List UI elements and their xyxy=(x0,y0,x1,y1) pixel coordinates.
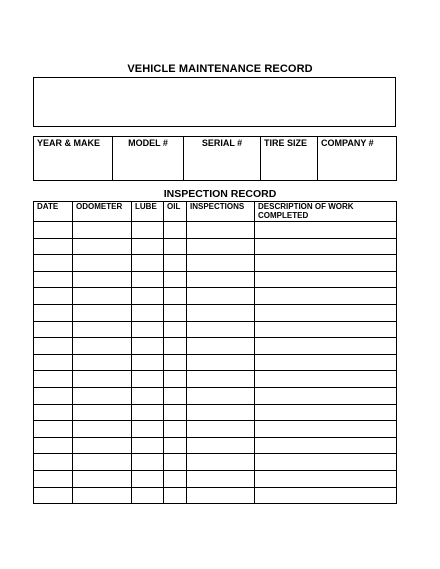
log-cell-lube[interactable] xyxy=(132,387,164,404)
log-cell-inspections[interactable] xyxy=(187,271,255,288)
log-cell-description[interactable] xyxy=(255,371,397,388)
log-row xyxy=(34,304,397,321)
log-row xyxy=(34,321,397,338)
log-cell-date[interactable] xyxy=(34,470,73,487)
log-cell-odometer[interactable] xyxy=(73,354,132,371)
log-cell-date[interactable] xyxy=(34,454,73,471)
log-row xyxy=(34,470,397,487)
log-cell-odometer[interactable] xyxy=(73,487,132,504)
log-cell-description[interactable] xyxy=(255,470,397,487)
notes-box[interactable] xyxy=(33,77,396,127)
log-cell-date[interactable] xyxy=(34,437,73,454)
log-cell-description[interactable] xyxy=(255,454,397,471)
log-cell-odometer[interactable] xyxy=(73,288,132,305)
log-row xyxy=(34,238,397,255)
log-cell-date[interactable] xyxy=(34,321,73,338)
info-header-serial[interactable]: SERIAL # xyxy=(184,137,261,181)
log-cell-inspections[interactable] xyxy=(187,304,255,321)
log-cell-lube[interactable] xyxy=(132,255,164,272)
log-cell-oil[interactable] xyxy=(164,354,187,371)
log-header-odometer: ODOMETER xyxy=(73,202,132,222)
log-cell-inspections[interactable] xyxy=(187,387,255,404)
log-cell-date[interactable] xyxy=(34,338,73,355)
log-cell-inspections[interactable] xyxy=(187,404,255,421)
log-cell-oil[interactable] xyxy=(164,321,187,338)
log-cell-inspections[interactable] xyxy=(187,421,255,438)
form-title: VEHICLE MAINTENANCE RECORD xyxy=(127,63,313,75)
log-cell-odometer[interactable] xyxy=(73,437,132,454)
log-cell-date[interactable] xyxy=(34,304,73,321)
log-cell-odometer[interactable] xyxy=(73,271,132,288)
log-cell-description[interactable] xyxy=(255,321,397,338)
log-cell-oil[interactable] xyxy=(164,338,187,355)
log-cell-odometer[interactable] xyxy=(73,304,132,321)
log-cell-inspections[interactable] xyxy=(187,437,255,454)
log-cell-odometer[interactable] xyxy=(73,338,132,355)
log-cell-inspections[interactable] xyxy=(187,454,255,471)
info-header-company[interactable]: COMPANY # xyxy=(318,137,397,181)
log-cell-lube[interactable] xyxy=(132,354,164,371)
log-cell-lube[interactable] xyxy=(132,338,164,355)
log-cell-oil[interactable] xyxy=(164,255,187,272)
log-cell-odometer[interactable] xyxy=(73,222,132,239)
log-cell-inspections[interactable] xyxy=(187,238,255,255)
log-row xyxy=(34,437,397,454)
log-cell-oil[interactable] xyxy=(164,371,187,388)
log-cell-description[interactable] xyxy=(255,354,397,371)
log-cell-oil[interactable] xyxy=(164,470,187,487)
inspection-log-table xyxy=(33,201,397,504)
log-cell-oil[interactable] xyxy=(164,271,187,288)
log-cell-odometer[interactable] xyxy=(73,371,132,388)
log-cell-inspections[interactable] xyxy=(187,288,255,305)
log-cell-description[interactable] xyxy=(255,222,397,239)
log-cell-date[interactable] xyxy=(34,421,73,438)
log-cell-odometer[interactable] xyxy=(73,454,132,471)
log-cell-odometer[interactable] xyxy=(73,387,132,404)
log-cell-description[interactable] xyxy=(255,271,397,288)
log-row xyxy=(34,404,397,421)
log-cell-lube[interactable] xyxy=(132,437,164,454)
log-cell-description[interactable] xyxy=(255,387,397,404)
log-cell-lube[interactable] xyxy=(132,288,164,305)
log-row xyxy=(34,487,397,504)
log-row xyxy=(34,255,397,272)
log-cell-description[interactable] xyxy=(255,238,397,255)
log-header-date: DATE xyxy=(34,202,73,222)
log-cell-oil[interactable] xyxy=(164,454,187,471)
log-cell-inspections[interactable] xyxy=(187,321,255,338)
log-cell-oil[interactable] xyxy=(164,304,187,321)
log-cell-date[interactable] xyxy=(34,255,73,272)
log-cell-oil[interactable] xyxy=(164,222,187,239)
info-header-year-make[interactable]: YEAR & MAKE xyxy=(34,137,113,181)
log-row xyxy=(34,338,397,355)
log-cell-inspections[interactable] xyxy=(187,470,255,487)
log-cell-date[interactable] xyxy=(34,371,73,388)
log-cell-oil[interactable] xyxy=(164,238,187,255)
log-cell-date[interactable] xyxy=(34,404,73,421)
log-row xyxy=(34,387,397,404)
log-cell-description[interactable] xyxy=(255,404,397,421)
log-cell-oil[interactable] xyxy=(164,288,187,305)
log-cell-inspections[interactable] xyxy=(187,487,255,504)
log-cell-lube[interactable] xyxy=(132,238,164,255)
log-header-inspections: INSPECTIONS xyxy=(187,202,255,222)
log-body xyxy=(34,222,397,504)
log-cell-lube[interactable] xyxy=(132,404,164,421)
log-cell-odometer[interactable] xyxy=(73,255,132,272)
log-cell-lube[interactable] xyxy=(132,222,164,239)
log-row xyxy=(34,371,397,388)
log-cell-oil[interactable] xyxy=(164,437,187,454)
inspection-title: INSPECTION RECORD xyxy=(163,188,277,200)
log-cell-lube[interactable] xyxy=(132,487,164,504)
log-cell-date[interactable] xyxy=(34,354,73,371)
log-cell-description[interactable] xyxy=(255,421,397,438)
log-cell-date[interactable] xyxy=(34,222,73,239)
log-cell-lube[interactable] xyxy=(132,470,164,487)
vehicle-info-table xyxy=(33,136,397,181)
log-cell-description[interactable] xyxy=(255,288,397,305)
log-cell-lube[interactable] xyxy=(132,371,164,388)
log-header-description: DESCRIPTION OF WORK COMPLETED xyxy=(255,202,397,222)
log-cell-lube[interactable] xyxy=(132,271,164,288)
log-cell-odometer[interactable] xyxy=(73,421,132,438)
log-cell-lube[interactable] xyxy=(132,304,164,321)
log-cell-inspections[interactable] xyxy=(187,354,255,371)
log-row xyxy=(34,288,397,305)
log-cell-date[interactable] xyxy=(34,387,73,404)
log-cell-inspections[interactable] xyxy=(187,338,255,355)
log-cell-odometer[interactable] xyxy=(73,470,132,487)
log-cell-oil[interactable] xyxy=(164,387,187,404)
log-cell-description[interactable] xyxy=(255,255,397,272)
log-cell-description[interactable] xyxy=(255,487,397,504)
log-row xyxy=(34,454,397,471)
log-header-lube: LUBE xyxy=(132,202,164,222)
log-cell-oil[interactable] xyxy=(164,404,187,421)
log-cell-date[interactable] xyxy=(34,288,73,305)
log-cell-odometer[interactable] xyxy=(73,404,132,421)
log-cell-inspections[interactable] xyxy=(187,371,255,388)
info-header-model[interactable]: MODEL # xyxy=(113,137,184,181)
log-cell-description[interactable] xyxy=(255,338,397,355)
log-row xyxy=(34,354,397,371)
log-row xyxy=(34,222,397,239)
log-header-oil: OIL xyxy=(164,202,187,222)
log-cell-lube[interactable] xyxy=(132,421,164,438)
log-cell-description[interactable] xyxy=(255,437,397,454)
log-cell-oil[interactable] xyxy=(164,421,187,438)
log-cell-date[interactable] xyxy=(34,238,73,255)
log-cell-description[interactable] xyxy=(255,304,397,321)
log-cell-odometer[interactable] xyxy=(73,238,132,255)
info-header-tire-size[interactable]: TIRE SIZE xyxy=(261,137,318,181)
log-cell-inspections[interactable] xyxy=(187,255,255,272)
log-cell-date[interactable] xyxy=(34,487,73,504)
log-row xyxy=(34,421,397,438)
log-cell-inspections[interactable] xyxy=(187,222,255,239)
log-cell-lube[interactable] xyxy=(132,454,164,471)
log-cell-lube[interactable] xyxy=(132,321,164,338)
log-cell-odometer[interactable] xyxy=(73,321,132,338)
log-cell-oil[interactable] xyxy=(164,487,187,504)
log-row xyxy=(34,271,397,288)
log-cell-date[interactable] xyxy=(34,271,73,288)
